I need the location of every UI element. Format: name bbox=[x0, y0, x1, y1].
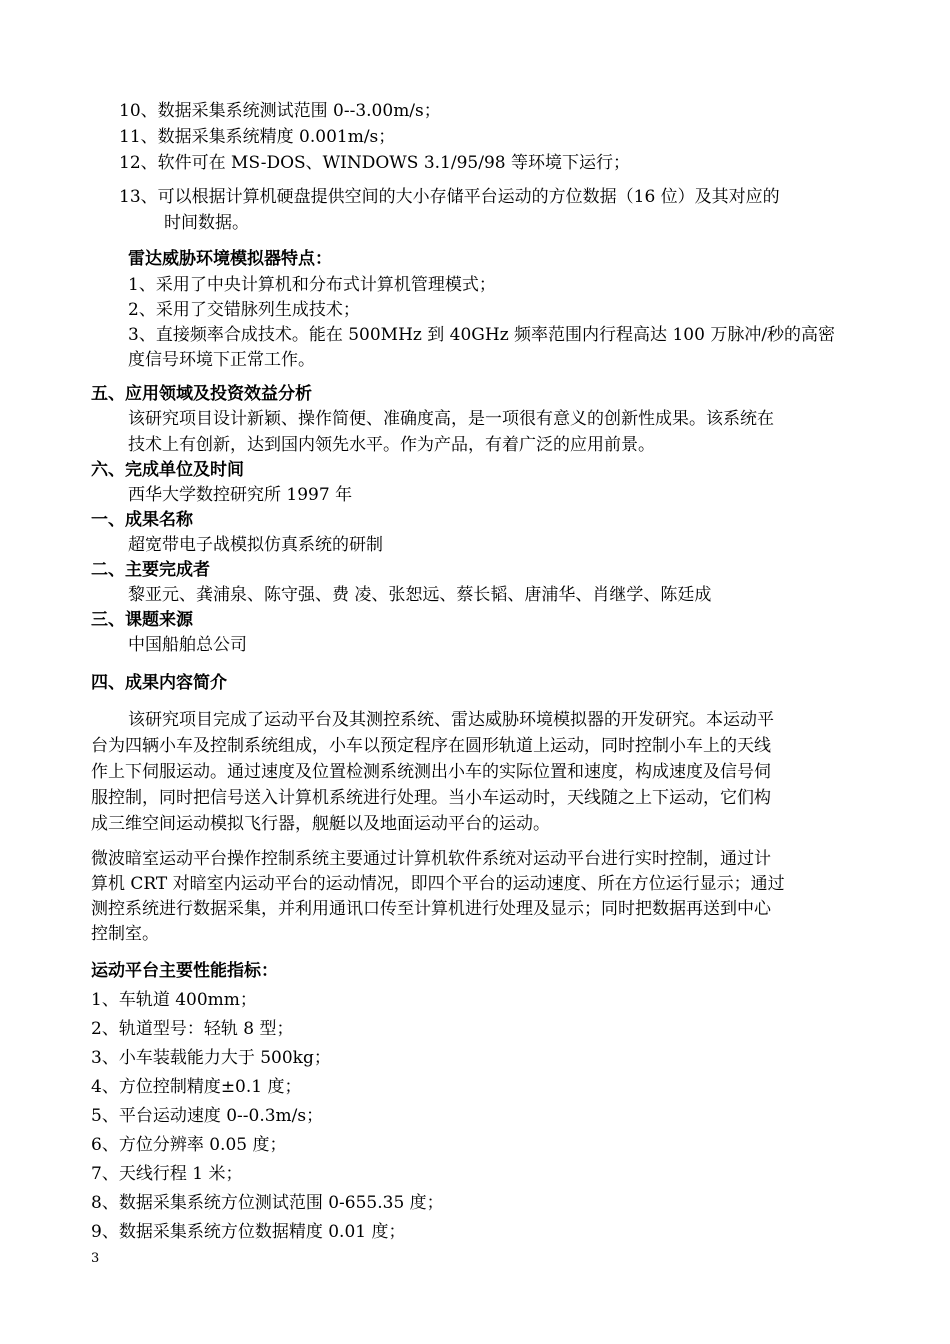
section-4-heading: 四、成果内容简介 bbox=[91, 673, 227, 693]
section-1-heading: 一、成果名称 bbox=[91, 510, 193, 530]
section-4-para-1-line-4: 服控制，同时把信号送入计算机系统进行处理。当小车运动时，天线随之上下运动，它们构 bbox=[91, 788, 771, 808]
radar-item-3: 3、直接频率合成技术。能在 500MHz 到 40GHz 频率范围内行程高达 100 万脉冲/秒的高密 bbox=[128, 325, 836, 345]
radar-item-1: 1、采用了中央计算机和分布式计算机管理模式； bbox=[128, 275, 496, 295]
radar-features-heading: 雷达威胁环境模拟器特点： bbox=[128, 249, 332, 269]
section-6-content: 西华大学数控研究所 1997 年 bbox=[128, 485, 353, 505]
section-5-text-line-1: 该研究项目设计新颖、操作简便、准确度高，是一项很有意义的创新性成果。该系统在 bbox=[128, 409, 774, 429]
radar-item-3-continuation: 度信号环境下正常工作。 bbox=[128, 350, 315, 370]
platform-spec-2: 2、轨道型号：轻轨 8 型； bbox=[91, 1019, 294, 1039]
section-4-para-2-line-3: 测控系统进行数据采集，并利用通讯口传至计算机进行处理及显示；同时把数据再送到中心 bbox=[91, 899, 771, 919]
list-item-13-continuation: 时间数据。 bbox=[164, 213, 249, 233]
platform-spec-5: 5、平台运动速度 0--0.3m/s； bbox=[91, 1106, 324, 1126]
platform-spec-7: 7、天线行程 1 米； bbox=[91, 1164, 243, 1184]
platform-specs-heading: 运动平台主要性能指标： bbox=[91, 961, 278, 981]
section-2-content: 黎亚元、龚浦泉、陈守强、费 凌、张恕远、蔡长韬、唐浦华、肖继学、陈廷成 bbox=[128, 585, 712, 605]
platform-spec-4: 4、方位控制精度±0.1 度； bbox=[91, 1077, 302, 1097]
section-4-para-1-line-2: 台为四辆小车及控制系统组成，小车以预定程序在圆形轨道上运动，同时控制小车上的天线 bbox=[91, 736, 771, 756]
section-4-para-1-line-1: 该研究项目完成了运动平台及其测控系统、雷达威胁环境模拟器的开发研究。本运动平 bbox=[128, 710, 774, 730]
list-item-13: 13、可以根据计算机硬盘提供空间的大小存储平台运动的方位数据（16 位）及其对应的 bbox=[119, 187, 780, 207]
section-4-para-2-line-2: 算机 CRT 对暗室内运动平台的运动情况，即四个平台的运动速度、所在方位运行显示；通过 bbox=[91, 874, 785, 894]
section-4-para-2-line-4: 控制室。 bbox=[91, 924, 159, 944]
platform-spec-3: 3、小车装载能力大于 500kg； bbox=[91, 1048, 331, 1068]
section-2-heading: 二、主要完成者 bbox=[91, 560, 210, 580]
platform-spec-9: 9、数据采集系统方位数据精度 0.01 度； bbox=[91, 1222, 406, 1242]
section-1-content: 超宽带电子战模拟仿真系统的研制 bbox=[128, 535, 383, 555]
section-5-heading: 五、应用领域及投资效益分析 bbox=[91, 384, 312, 404]
platform-spec-8: 8、数据采集系统方位测试范围 0-655.35 度； bbox=[91, 1193, 444, 1213]
list-item-12: 12、软件可在 MS-DOS、WINDOWS 3.1/95/98 等环境下运行； bbox=[119, 153, 630, 173]
section-5-text-line-2: 技术上有创新，达到国内领先水平。作为产品，有着广泛的应用前景。 bbox=[128, 435, 655, 455]
section-3-content: 中国船舶总公司 bbox=[128, 635, 247, 655]
page-number: 3 bbox=[91, 1251, 100, 1266]
section-4-para-1-line-5: 成三维空间运动模拟飞行器，舰艇以及地面运动平台的运动。 bbox=[91, 814, 550, 834]
list-item-11: 11、数据采集系统精度 0.001m/s； bbox=[119, 127, 396, 147]
radar-item-2: 2、采用了交错脉列生成技术； bbox=[128, 300, 360, 320]
list-item-10: 10、数据采集系统测试范围 0--3.00m/s； bbox=[119, 101, 441, 121]
section-6-heading: 六、完成单位及时间 bbox=[91, 460, 244, 480]
platform-spec-6: 6、方位分辨率 0.05 度； bbox=[91, 1135, 287, 1155]
section-4-para-2-line-1: 微波暗室运动平台操作控制系统主要通过计算机软件系统对运动平台进行实时控制，通过计 bbox=[91, 849, 771, 869]
platform-spec-1: 1、车轨道 400mm； bbox=[91, 990, 257, 1010]
section-3-heading: 三、课题来源 bbox=[91, 610, 193, 630]
section-4-para-1-line-3: 作上下伺服运动。通过速度及位置检测系统测出小车的实际位置和速度，构成速度及信号伺 bbox=[91, 762, 771, 782]
